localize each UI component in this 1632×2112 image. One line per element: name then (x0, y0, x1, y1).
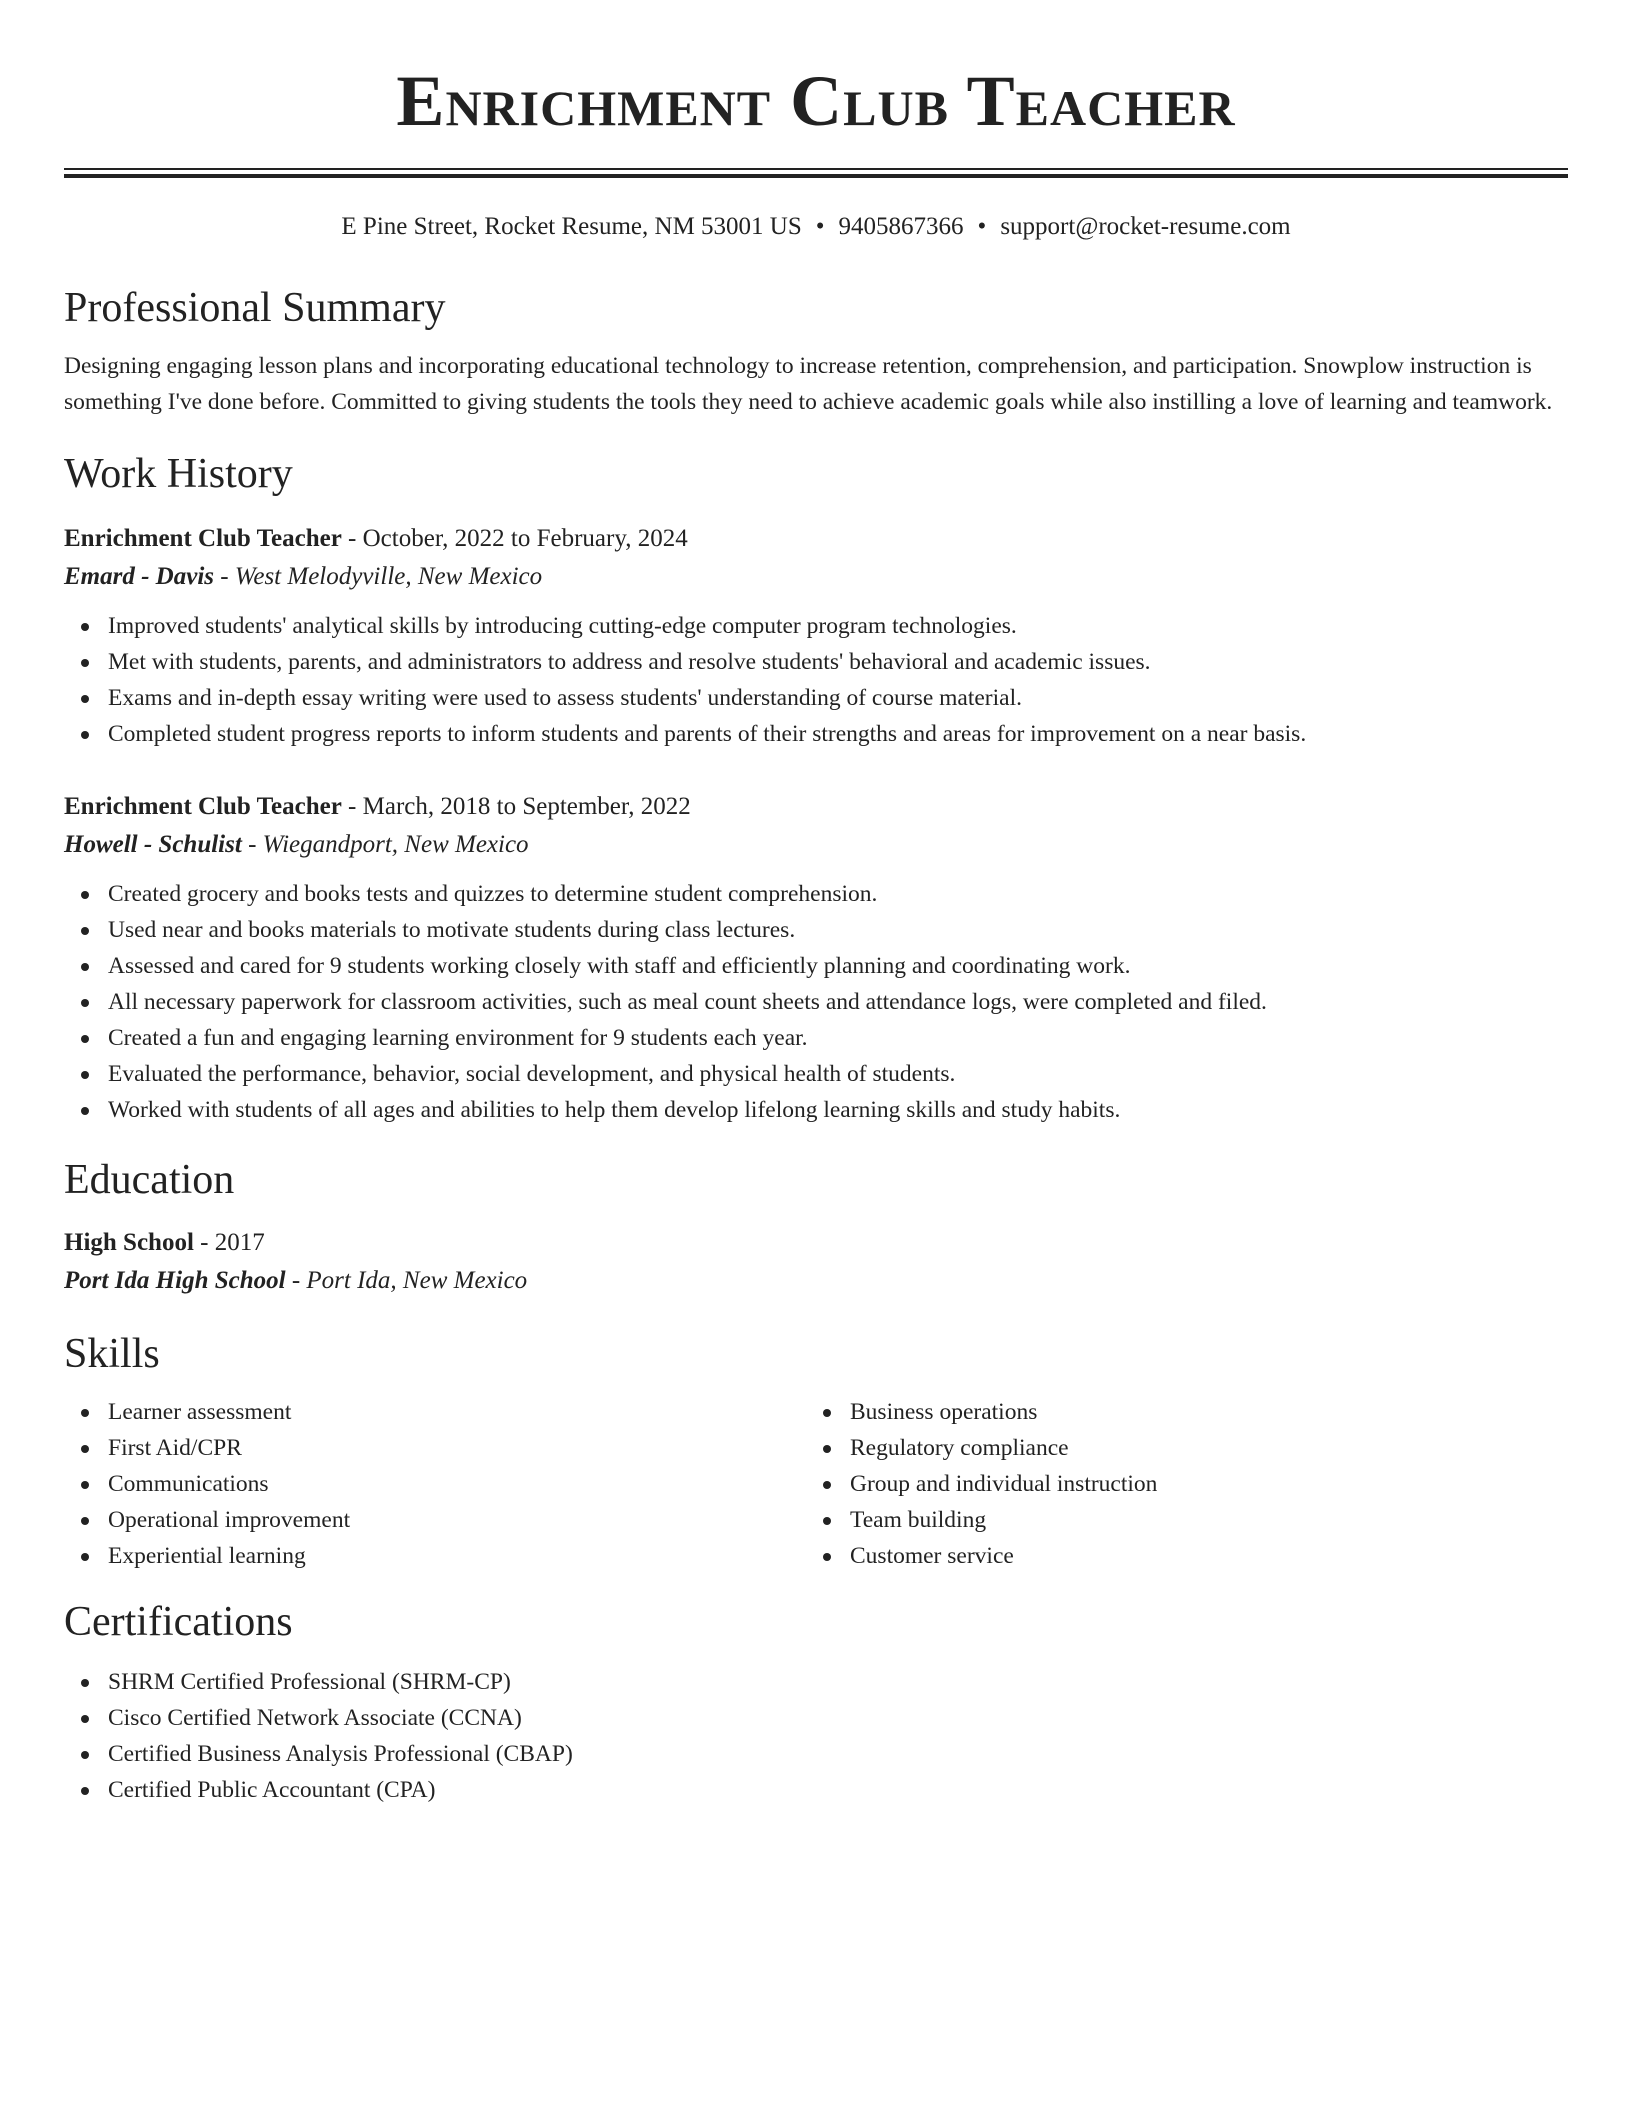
job-bullet: All necessary paperwork for classroom activities, such as meal count sheets and attendance logs, were completed and filed. (108, 984, 1568, 1020)
certifications-heading: Certifications (64, 1599, 293, 1645)
job-company-line (64, 826, 1568, 864)
certification-item: SHRM Certified Professional (SHRM-CP) (108, 1664, 1568, 1700)
education-year: - 2017 (193, 1229, 265, 1256)
job-bullet: Completed student progress reports to inform students and parents of their strengths and areas for improvement on a near basis. (108, 716, 1568, 752)
skill-item: Communications (108, 1466, 806, 1502)
job-company: Howell - Schulist (64, 831, 242, 858)
job-bullet: Improved students' analytical skills by introducing cutting-edge computer program technologies. (108, 608, 1568, 644)
education-heading: Education (64, 1157, 235, 1203)
job-bullet: Used near and books materials to motivate students during class lectures. (108, 912, 1568, 948)
certification-item: Certified Business Analysis Professional (CBAP) (108, 1736, 1568, 1772)
certifications-list (64, 1664, 1568, 1808)
job-bullet: Evaluated the performance, behavior, social development, and physical health of students. (108, 1056, 1568, 1092)
job-company: Emard - Davis (64, 563, 214, 590)
skills-list (64, 1394, 806, 1574)
job-entry (64, 520, 1568, 752)
candidate-name: Enrichment Club Teacher (396, 61, 1236, 141)
skills-list (806, 1394, 1548, 1574)
job-bullet: Worked with students of all ages and abilities to help them develop lifelong learning skills and study habits. (108, 1092, 1568, 1128)
job-title-line (64, 788, 1568, 826)
education-degree: High School (64, 1229, 194, 1256)
contact-separator: • (977, 213, 987, 240)
job-dates: - March, 2018 to September, 2022 (341, 793, 691, 820)
certification-item: Certified Public Accountant (CPA) (108, 1772, 1568, 1808)
job-bullet: Exams and in-depth essay writing were used to assess students' understanding of course material. (108, 680, 1568, 716)
skill-item: First Aid/CPR (108, 1430, 806, 1466)
education-entry (64, 1224, 1568, 1300)
skill-item: Experiential learning (108, 1538, 806, 1574)
contact-separator: • (815, 213, 825, 240)
summary-heading: Professional Summary (64, 285, 446, 331)
education-location: - Port Ida, New Mexico (285, 1267, 528, 1294)
job-dates: - October, 2022 to February, 2024 (341, 525, 688, 552)
education-school-line (64, 1262, 1568, 1300)
contact-email: support@rocket-resume.com (1000, 213, 1291, 240)
header-divider (64, 168, 1568, 178)
job-location: - Wiegandport, New Mexico (241, 831, 529, 858)
job-bullets (64, 876, 1568, 1128)
resume-page (64, 0, 1568, 1808)
skills-heading: Skills (64, 1331, 160, 1377)
summary-text: Designing engaging lesson plans and incorporating educational technology to increase retention, comprehension, and participation. Snowplow instruction is something I've done before. Committed to giving students the tools they need to achieve academic goals while also instilling a love of learning and teamwork. (64, 353, 1553, 415)
skill-item: Operational improvement (108, 1502, 806, 1538)
education-school: Port Ida High School (64, 1267, 286, 1294)
skill-item: Customer service (850, 1538, 1548, 1574)
skills-column-left (64, 1394, 806, 1574)
skill-item: Learner assessment (108, 1394, 806, 1430)
job-bullet: Created grocery and books tests and quizzes to determine student comprehension. (108, 876, 1568, 912)
job-bullet: Assessed and cared for 9 students working closely with staff and efficiently planning and coordinating work. (108, 948, 1568, 984)
job-bullet: Met with students, parents, and administrators to address and resolve students' behavioral and academic issues. (108, 644, 1568, 680)
job-bullets (64, 608, 1568, 752)
job-role: Enrichment Club Teacher (64, 525, 342, 552)
contact-phone: 9405867366 (838, 213, 964, 240)
job-role: Enrichment Club Teacher (64, 793, 342, 820)
contact-line (64, 210, 1568, 244)
job-title-line (64, 520, 1568, 558)
skill-item: Business operations (850, 1394, 1548, 1430)
job-company-line (64, 558, 1568, 596)
skills-column-right (806, 1394, 1548, 1574)
job-entry (64, 788, 1568, 1128)
education-degree-line (64, 1224, 1568, 1262)
skill-item: Team building (850, 1502, 1548, 1538)
job-location: - West Melodyville, New Mexico (214, 563, 543, 590)
contact-address: E Pine Street, Rocket Resume, NM 53001 US (341, 213, 802, 240)
skill-item: Group and individual instruction (850, 1466, 1548, 1502)
skills-grid (64, 1394, 1568, 1574)
job-bullet: Created a fun and engaging learning environment for 9 students each year. (108, 1020, 1568, 1056)
certification-item: Cisco Certified Network Associate (CCNA) (108, 1700, 1568, 1736)
skill-item: Regulatory compliance (850, 1430, 1548, 1466)
work-history-heading: Work History (64, 451, 293, 497)
